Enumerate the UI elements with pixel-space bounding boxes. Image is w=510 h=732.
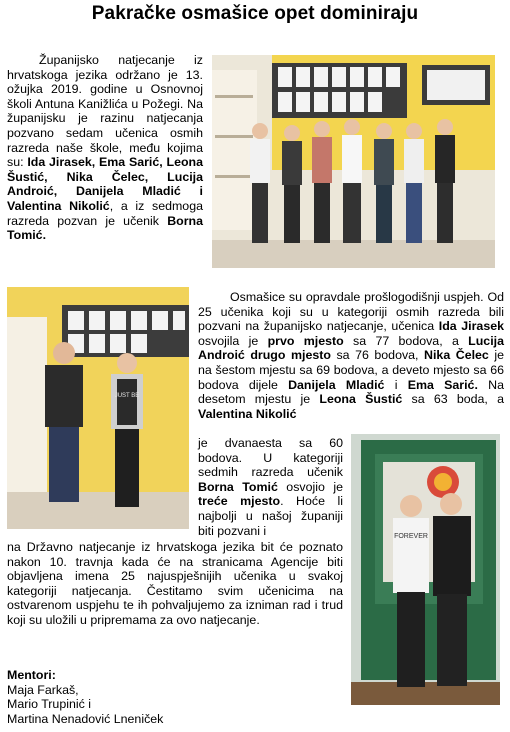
- text-run: osvojio je: [277, 479, 343, 494]
- text-run: Županijsko natjecanje iz hrvatskoga jezika održano je 13. ožujka 2019. godine u Osnovnoj školi Antuna Kanižlića u Požegi. Na županijsku je razinu natjecanja pozvano sedam učenica osmih razreda naše škole, među kojima su:: [7, 53, 203, 170]
- bold-text-run: Ida Jirasek: [438, 319, 504, 334]
- article-title: Pakračke osmašice opet dominiraju: [91, 3, 419, 24]
- bold-text-run: Borna Tomić: [198, 479, 278, 494]
- text-run: sa 77 bodova, a: [343, 333, 469, 348]
- text-run: osvojila je: [198, 333, 268, 348]
- teacher-student-photo: [7, 287, 189, 529]
- text-run: , a iz sedmoga razreda pozvan je učenik: [7, 198, 203, 228]
- closing-paragraph: [7, 540, 343, 628]
- bold-text-run: Leona Šustić: [319, 392, 403, 407]
- two-women-photo: [351, 434, 500, 705]
- bold-text-run: Ida Jirasek, Ema Sarić, Leona Šustić, Nika Čelec, Lucija Androić, Danijela Mladić i Valentina Nikolić: [7, 155, 203, 213]
- bold-text-run: Lucija Androić drugo mjesto: [198, 333, 504, 363]
- mentor-name: Martina Nenadović Lneniček: [7, 711, 164, 726]
- bold-text-run: prvo mjesto: [267, 333, 344, 348]
- group-photo-drawing: [212, 55, 495, 268]
- text-run: sa 63 boda, a: [402, 392, 504, 407]
- results-paragraph-continued: [198, 436, 343, 538]
- bold-text-run: treće mjesto: [198, 494, 281, 509]
- text-run: i: [384, 377, 408, 392]
- bold-text-run: Valentina Nikolić: [198, 406, 297, 421]
- text-run: na Državno natjecanje iz hrvatskoga jezika bit će poznato nakon 10. travnja kada će na stranicama Agencije biti objavljena imena 25 najuspješnijih učenika u svakoj kategoriji natjecanja. Čestitamo svim učenicima na ostvarenom uspjehu te ih pohvaljujemo za izniman rad i trud koji su uložili u pripremama za ovo natjecanje.: [7, 540, 343, 627]
- group-photo: [212, 55, 495, 268]
- text-run: je na šestom mjestu sa 69 bodova, a deveto mjesto sa 66 bodova dijele: [198, 348, 504, 392]
- bold-text-run: Ema Sarić.: [407, 377, 478, 392]
- teacher-student-drawing: [7, 287, 189, 529]
- bold-text-run: Borna Tomić.: [7, 213, 203, 243]
- results-paragraph: [198, 290, 504, 421]
- mentors-heading: Mentori:: [7, 668, 56, 682]
- text-run: Osmašice su opravdale prošlogodišnji uspjeh. Od 25 učenika koji su u kategoriji osmih razreda bili pozvani na županijsko natjecanje, učenica: [198, 290, 504, 334]
- intro-paragraph: [7, 53, 203, 243]
- mentor-name: Mario Trupinić i: [7, 697, 92, 712]
- two-women-drawing: [351, 434, 500, 705]
- bold-text-run: Nika Čelec: [424, 348, 489, 363]
- text-run: . Hoće li najbolji u našoj županiji biti pozvani i: [198, 494, 343, 538]
- text-run: je dvanaesta sa 60 bodova. U kategoriji sedmih razreda učenik: [198, 436, 343, 480]
- mentors-block: [7, 668, 307, 726]
- shirt-print: JUST BE: [114, 393, 140, 399]
- mentor-name: Maja Farkaš,: [7, 682, 79, 697]
- text-run: Na desetom mjestu je: [198, 377, 504, 407]
- shirt-print: FOREVER: [394, 533, 428, 540]
- text-run: sa 76 bodova,: [330, 348, 425, 363]
- bold-text-run: Danijela Mladić: [288, 377, 385, 392]
